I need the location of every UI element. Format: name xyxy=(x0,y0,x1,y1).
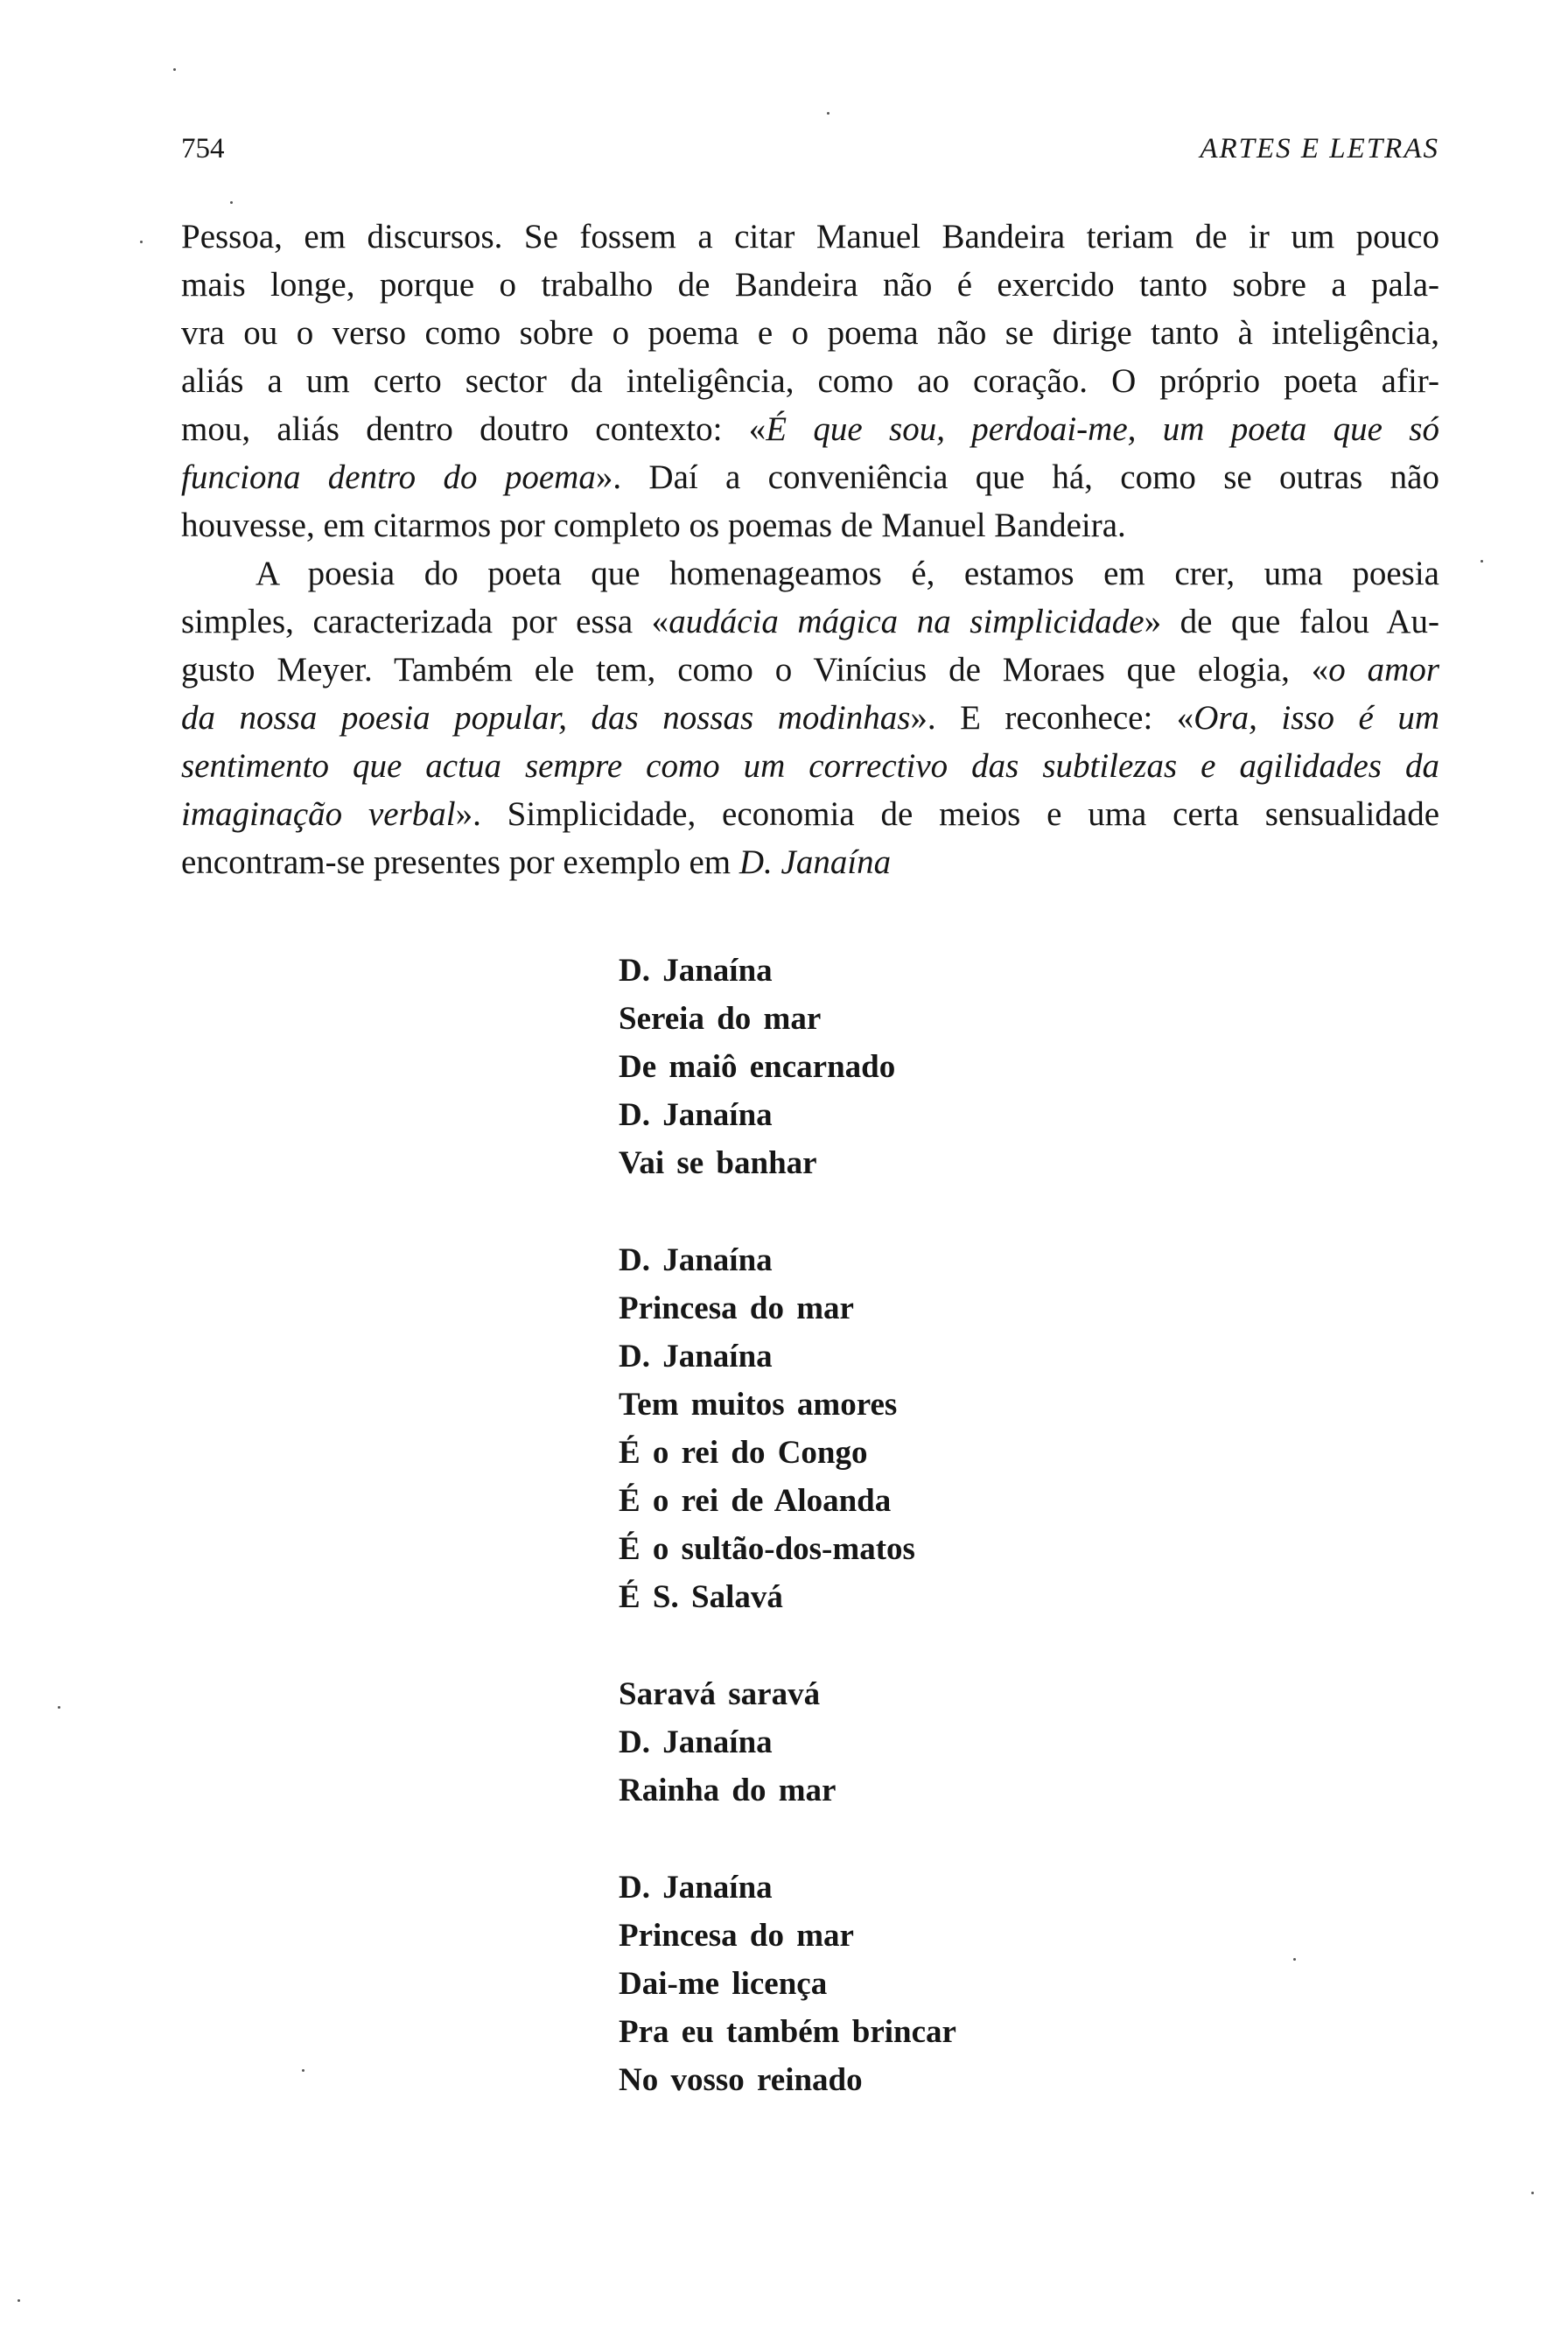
stanza xyxy=(619,1236,956,1621)
verse: Pra eu também brincar xyxy=(619,2014,956,2050)
stanza xyxy=(619,1670,956,1815)
scan-speck xyxy=(18,2299,20,2302)
text-line: encontram-se presentes por exemplo em D. Janaína xyxy=(181,843,892,881)
scan-speck xyxy=(1531,2192,1534,2194)
verse: D. Janaína xyxy=(619,953,773,989)
text-line: simples, caracterizada por essa «audácia mágica na simplicidade» de que falou Au- xyxy=(181,603,1439,640)
verse: Princesa do mar xyxy=(619,1290,854,1326)
text-line: mou, aliás dentro doutro contexto: «É que sou, perdoai-me, um poeta que só xyxy=(181,410,1439,448)
scan-speck xyxy=(302,2069,304,2072)
quotation: É que sou, perdoai-me, um poeta que só xyxy=(766,410,1439,448)
text-line xyxy=(181,742,1439,790)
page-number: 754 xyxy=(181,133,225,164)
scan-speck xyxy=(1293,1958,1296,1961)
scan-speck xyxy=(173,68,176,71)
paragraph-1 xyxy=(181,213,1439,549)
text-line: gusto Meyer. Também ele tem, como o Vinícius de Moraes que elogia, «o amor xyxy=(181,651,1439,689)
text-line: aliás a um certo sector da inteligência, como ao coração. O próprio poeta afir- xyxy=(181,362,1439,400)
verse: É o rei de Aloanda xyxy=(619,1483,892,1519)
verse: De maiô encarnado xyxy=(619,1049,896,1085)
verse: D. Janaína xyxy=(619,1870,773,1906)
essay-text xyxy=(181,213,1439,886)
quotation: audácia mágica na simplicidade xyxy=(668,603,1144,640)
scan-speck xyxy=(230,201,233,204)
page-header xyxy=(181,133,1439,177)
verse: No vosso reinado xyxy=(619,2062,863,2098)
scan-speck xyxy=(140,241,143,243)
scan-speck xyxy=(827,112,830,115)
verse: Vai se banhar xyxy=(619,1145,817,1181)
quotation: o amor xyxy=(1328,651,1439,689)
verse: É o rei do Congo xyxy=(619,1435,868,1471)
paragraph-2 xyxy=(181,549,1439,886)
text-line: funciona dentro do poema». Daí a conveniência que há, como se outras não xyxy=(181,458,1439,496)
scan-speck xyxy=(1480,560,1483,563)
quotation: sentimento que actua sempre como um correctivo das subtilezas e agilidades da xyxy=(181,747,1439,785)
poem xyxy=(619,947,956,2153)
verse: D. Janaína xyxy=(619,1724,773,1760)
verse: É o sultão-dos-matos xyxy=(619,1531,915,1567)
verse: Dai-me licença xyxy=(619,1966,828,2002)
text-line: houvesse, em citarmos por completo os poemas de Manuel Bandeira. xyxy=(181,507,1126,544)
text-line: Pessoa, em discursos. Se fossem a citar Manuel Bandeira teriam de ir um pouco xyxy=(181,218,1439,255)
quotation: da nossa poesia popular, das nossas modinhas xyxy=(181,699,911,737)
poem-title-reference: D. Janaína xyxy=(738,843,892,881)
stanza xyxy=(619,1864,956,2104)
verse: É S. Salavá xyxy=(619,1579,783,1615)
text-line: mais longe, porque o trabalho de Bandeira não é exercido tanto sobre a pala- xyxy=(181,266,1439,304)
text-line: vra ou o verso como sobre o poema e o poema não se dirige tanto à inteligência, xyxy=(181,314,1439,352)
verse: Tem muitos amores xyxy=(619,1387,898,1423)
running-title: ARTES E LETRAS xyxy=(1200,133,1439,164)
verse: Sereia do mar xyxy=(619,1001,822,1037)
stanza xyxy=(619,947,956,1187)
quotation: imaginação verbal xyxy=(181,795,456,833)
verse: D. Janaína xyxy=(619,1097,773,1133)
verse: D. Janaína xyxy=(619,1339,773,1374)
text-line: imaginação verbal». Simplicidade, economia de meios e uma certa sensualidade xyxy=(181,795,1440,833)
scan-speck xyxy=(58,1706,60,1709)
verse: Princesa do mar xyxy=(619,1918,854,1954)
text-line: A poesia do poeta que homenageamos é, estamos em crer, uma poesia xyxy=(256,555,1439,592)
verse: D. Janaína xyxy=(619,1242,773,1278)
text-line: da nossa poesia popular, das nossas modinhas». E reconhece: «Ora, isso é um xyxy=(181,699,1439,737)
verse: Rainha do mar xyxy=(619,1773,836,1808)
verse: Saravá saravá xyxy=(619,1676,821,1712)
quotation: Ora, isso é um xyxy=(1194,699,1439,737)
quotation: funciona dentro do poema xyxy=(181,458,596,496)
